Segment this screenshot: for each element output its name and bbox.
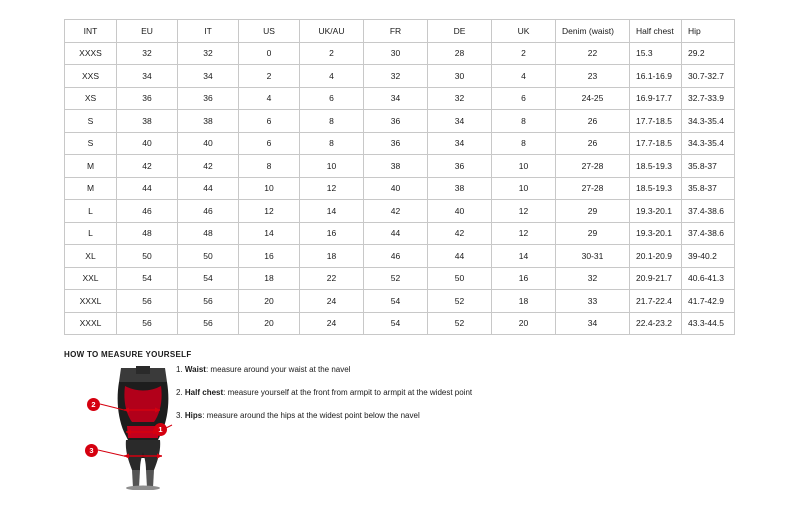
cell-uk-au: 6: [300, 87, 364, 110]
cell-denim-waist: 24-25: [556, 87, 630, 110]
cell-uk-au: 8: [300, 110, 364, 133]
cell-it: 44: [178, 177, 239, 200]
cell-eu: 56: [117, 312, 178, 335]
column-header-denim-waist: Denim (waist): [556, 20, 630, 43]
cell-half-chest: 18.5-19.3: [630, 155, 682, 178]
cell-it: 56: [178, 290, 239, 313]
instruction-number: 2.: [176, 388, 183, 397]
cell-uk: 10: [492, 177, 556, 200]
cell-fr: 34: [364, 87, 428, 110]
measure-instructions: [176, 364, 576, 433]
cell-uk-au: 10: [300, 155, 364, 178]
cell-de: 36: [428, 155, 492, 178]
cell-denim-waist: 27-28: [556, 155, 630, 178]
cell-fr: 36: [364, 110, 428, 133]
table-row: [65, 267, 735, 290]
cell-eu: 46: [117, 200, 178, 223]
cell-hip: 32.7-33.9: [682, 87, 735, 110]
table-row: [65, 177, 735, 200]
cell-it: 36: [178, 87, 239, 110]
cell-denim-waist: 23: [556, 65, 630, 88]
cell-de: 34: [428, 110, 492, 133]
cell-hip: 39-40.2: [682, 245, 735, 268]
instruction-text: : measure around the hips at the widest point below the navel: [202, 411, 420, 420]
instruction-number: 3.: [176, 411, 183, 420]
column-header-fr: FR: [364, 20, 428, 43]
cell-half-chest: 19.3-20.1: [630, 222, 682, 245]
cell-int: XXXL: [65, 312, 117, 335]
cell-int: XS: [65, 87, 117, 110]
cell-uk-au: 8: [300, 132, 364, 155]
cell-de: 52: [428, 312, 492, 335]
cell-uk-au: 22: [300, 267, 364, 290]
cell-fr: 54: [364, 312, 428, 335]
column-header-de: DE: [428, 20, 492, 43]
cell-uk-au: 24: [300, 290, 364, 313]
cell-denim-waist: 30-31: [556, 245, 630, 268]
cell-half-chest: 18.5-19.3: [630, 177, 682, 200]
cell-fr: 40: [364, 177, 428, 200]
cell-denim-waist: 34: [556, 312, 630, 335]
column-header-hip: Hip: [682, 20, 735, 43]
cell-int: M: [65, 177, 117, 200]
cell-uk: 14: [492, 245, 556, 268]
cell-int: XL: [65, 245, 117, 268]
cell-denim-waist: 29: [556, 222, 630, 245]
instruction-term: Waist: [184, 365, 206, 374]
cell-us: 8: [239, 155, 300, 178]
cell-fr: 52: [364, 267, 428, 290]
cell-eu: 50: [117, 245, 178, 268]
instruction-text: : measure yourself at the front from armpit to armpit at the widest point: [223, 388, 473, 397]
cell-int: XXXS: [65, 42, 117, 65]
cell-hip: 34.3-35.4: [682, 110, 735, 133]
cell-it: 48: [178, 222, 239, 245]
cell-eu: 42: [117, 155, 178, 178]
measure-marker-1: 1: [154, 423, 167, 436]
cell-fr: 46: [364, 245, 428, 268]
cell-hip: 29.2: [682, 42, 735, 65]
cell-uk-au: 14: [300, 200, 364, 223]
column-header-uk-au: UK/AU: [300, 20, 364, 43]
table-row: [65, 312, 735, 335]
column-header-it: IT: [178, 20, 239, 43]
table-row: [65, 132, 735, 155]
cell-uk: 6: [492, 87, 556, 110]
cell-half-chest: 17.7-18.5: [630, 132, 682, 155]
cell-uk-au: 2: [300, 42, 364, 65]
instruction-hips: [176, 410, 576, 421]
cell-half-chest: 17.7-18.5: [630, 110, 682, 133]
cell-hip: 40.6-41.3: [682, 267, 735, 290]
cell-us: 4: [239, 87, 300, 110]
cell-us: 18: [239, 267, 300, 290]
instruction-waist: [176, 364, 576, 375]
cell-fr: 36: [364, 132, 428, 155]
cell-us: 2: [239, 65, 300, 88]
table-row: [65, 290, 735, 313]
cell-de: 40: [428, 200, 492, 223]
column-header-half-chest: Half chest: [630, 20, 682, 43]
cell-hip: 43.3-44.5: [682, 312, 735, 335]
cell-us: 16: [239, 245, 300, 268]
cell-it: 56: [178, 312, 239, 335]
cell-de: 42: [428, 222, 492, 245]
measure-marker-2: 2: [87, 398, 100, 411]
cell-us: 14: [239, 222, 300, 245]
table-row: [65, 155, 735, 178]
cell-it: 38: [178, 110, 239, 133]
instruction-number: 1.: [176, 365, 183, 374]
table-header: [65, 20, 735, 43]
instruction-half-chest: [176, 387, 576, 398]
cell-eu: 40: [117, 132, 178, 155]
cell-uk-au: 16: [300, 222, 364, 245]
cell-it: 34: [178, 65, 239, 88]
cell-de: 44: [428, 245, 492, 268]
cell-uk: 20: [492, 312, 556, 335]
cell-fr: 32: [364, 65, 428, 88]
cell-hip: 35.8-37: [682, 177, 735, 200]
cell-uk: 12: [492, 200, 556, 223]
cell-int: XXS: [65, 65, 117, 88]
cell-int: S: [65, 132, 117, 155]
instruction-text: : measure around your waist at the navel: [205, 365, 351, 374]
cell-it: 46: [178, 200, 239, 223]
table-row: [65, 110, 735, 133]
cell-eu: 32: [117, 42, 178, 65]
cell-half-chest: 20.9-21.7: [630, 267, 682, 290]
cell-uk: 2: [492, 42, 556, 65]
cell-hip: 30.7-32.7: [682, 65, 735, 88]
measure-marker-3: 3: [85, 444, 98, 457]
column-header-eu: EU: [117, 20, 178, 43]
cell-half-chest: 15.3: [630, 42, 682, 65]
cell-int: XXXL: [65, 290, 117, 313]
column-header-int: INT: [65, 20, 117, 43]
table-row: [65, 222, 735, 245]
cell-denim-waist: 32: [556, 267, 630, 290]
table-row: [65, 42, 735, 65]
cell-us: 20: [239, 290, 300, 313]
cell-half-chest: 22.4-23.2: [630, 312, 682, 335]
cell-int: M: [65, 155, 117, 178]
cell-uk: 12: [492, 222, 556, 245]
cell-eu: 54: [117, 267, 178, 290]
cell-half-chest: 20.1-20.9: [630, 245, 682, 268]
cell-int: XXL: [65, 267, 117, 290]
cell-de: 34: [428, 132, 492, 155]
cell-hip: 37.4-38.6: [682, 200, 735, 223]
size-chart-table-wrapper: [64, 19, 734, 335]
cell-us: 20: [239, 312, 300, 335]
cell-us: 12: [239, 200, 300, 223]
cell-int: L: [65, 200, 117, 223]
cell-de: 38: [428, 177, 492, 200]
cell-uk: 8: [492, 110, 556, 133]
table-row: [65, 245, 735, 268]
cell-uk: 18: [492, 290, 556, 313]
cell-denim-waist: 26: [556, 132, 630, 155]
instruction-term: Half chest: [184, 388, 224, 397]
cell-eu: 36: [117, 87, 178, 110]
cell-fr: 38: [364, 155, 428, 178]
cell-denim-waist: 22: [556, 42, 630, 65]
cell-int: L: [65, 222, 117, 245]
column-header-uk: UK: [492, 20, 556, 43]
cell-it: 50: [178, 245, 239, 268]
cell-it: 54: [178, 267, 239, 290]
cell-us: 6: [239, 110, 300, 133]
how-to-measure-title: HOW TO MEASURE YOURSELF: [64, 350, 192, 359]
cell-uk: 16: [492, 267, 556, 290]
table-body: [65, 42, 735, 335]
cell-denim-waist: 26: [556, 110, 630, 133]
cell-eu: 56: [117, 290, 178, 313]
cell-de: 52: [428, 290, 492, 313]
cell-us: 6: [239, 132, 300, 155]
cell-half-chest: 21.7-22.4: [630, 290, 682, 313]
cell-eu: 48: [117, 222, 178, 245]
cell-us: 0: [239, 42, 300, 65]
cell-de: 32: [428, 87, 492, 110]
cell-hip: 34.3-35.4: [682, 132, 735, 155]
cell-half-chest: 16.9-17.7: [630, 87, 682, 110]
cell-int: S: [65, 110, 117, 133]
cell-eu: 34: [117, 65, 178, 88]
cell-de: 28: [428, 42, 492, 65]
cell-it: 40: [178, 132, 239, 155]
cell-half-chest: 19.3-20.1: [630, 200, 682, 223]
table-row: [65, 200, 735, 223]
cell-it: 42: [178, 155, 239, 178]
cell-denim-waist: 29: [556, 200, 630, 223]
cell-eu: 38: [117, 110, 178, 133]
cell-denim-waist: 27-28: [556, 177, 630, 200]
cell-uk: 10: [492, 155, 556, 178]
cell-hip: 41.7-42.9: [682, 290, 735, 313]
table-row: [65, 87, 735, 110]
cell-eu: 44: [117, 177, 178, 200]
cell-hip: 35.8-37: [682, 155, 735, 178]
cell-us: 10: [239, 177, 300, 200]
table-row: [65, 65, 735, 88]
cell-de: 30: [428, 65, 492, 88]
size-chart-table: [64, 19, 735, 335]
cell-it: 32: [178, 42, 239, 65]
cell-uk-au: 18: [300, 245, 364, 268]
cell-uk: 8: [492, 132, 556, 155]
cell-uk-au: 4: [300, 65, 364, 88]
cell-half-chest: 16.1-16.9: [630, 65, 682, 88]
cell-fr: 30: [364, 42, 428, 65]
instruction-term: Hips: [184, 411, 203, 420]
cell-de: 50: [428, 267, 492, 290]
cell-denim-waist: 33: [556, 290, 630, 313]
cell-fr: 44: [364, 222, 428, 245]
cell-hip: 37.4-38.6: [682, 222, 735, 245]
cell-fr: 54: [364, 290, 428, 313]
cell-fr: 42: [364, 200, 428, 223]
table-header-row: [65, 20, 735, 43]
cell-uk: 4: [492, 65, 556, 88]
cell-uk-au: 12: [300, 177, 364, 200]
column-header-us: US: [239, 20, 300, 43]
cell-uk-au: 24: [300, 312, 364, 335]
